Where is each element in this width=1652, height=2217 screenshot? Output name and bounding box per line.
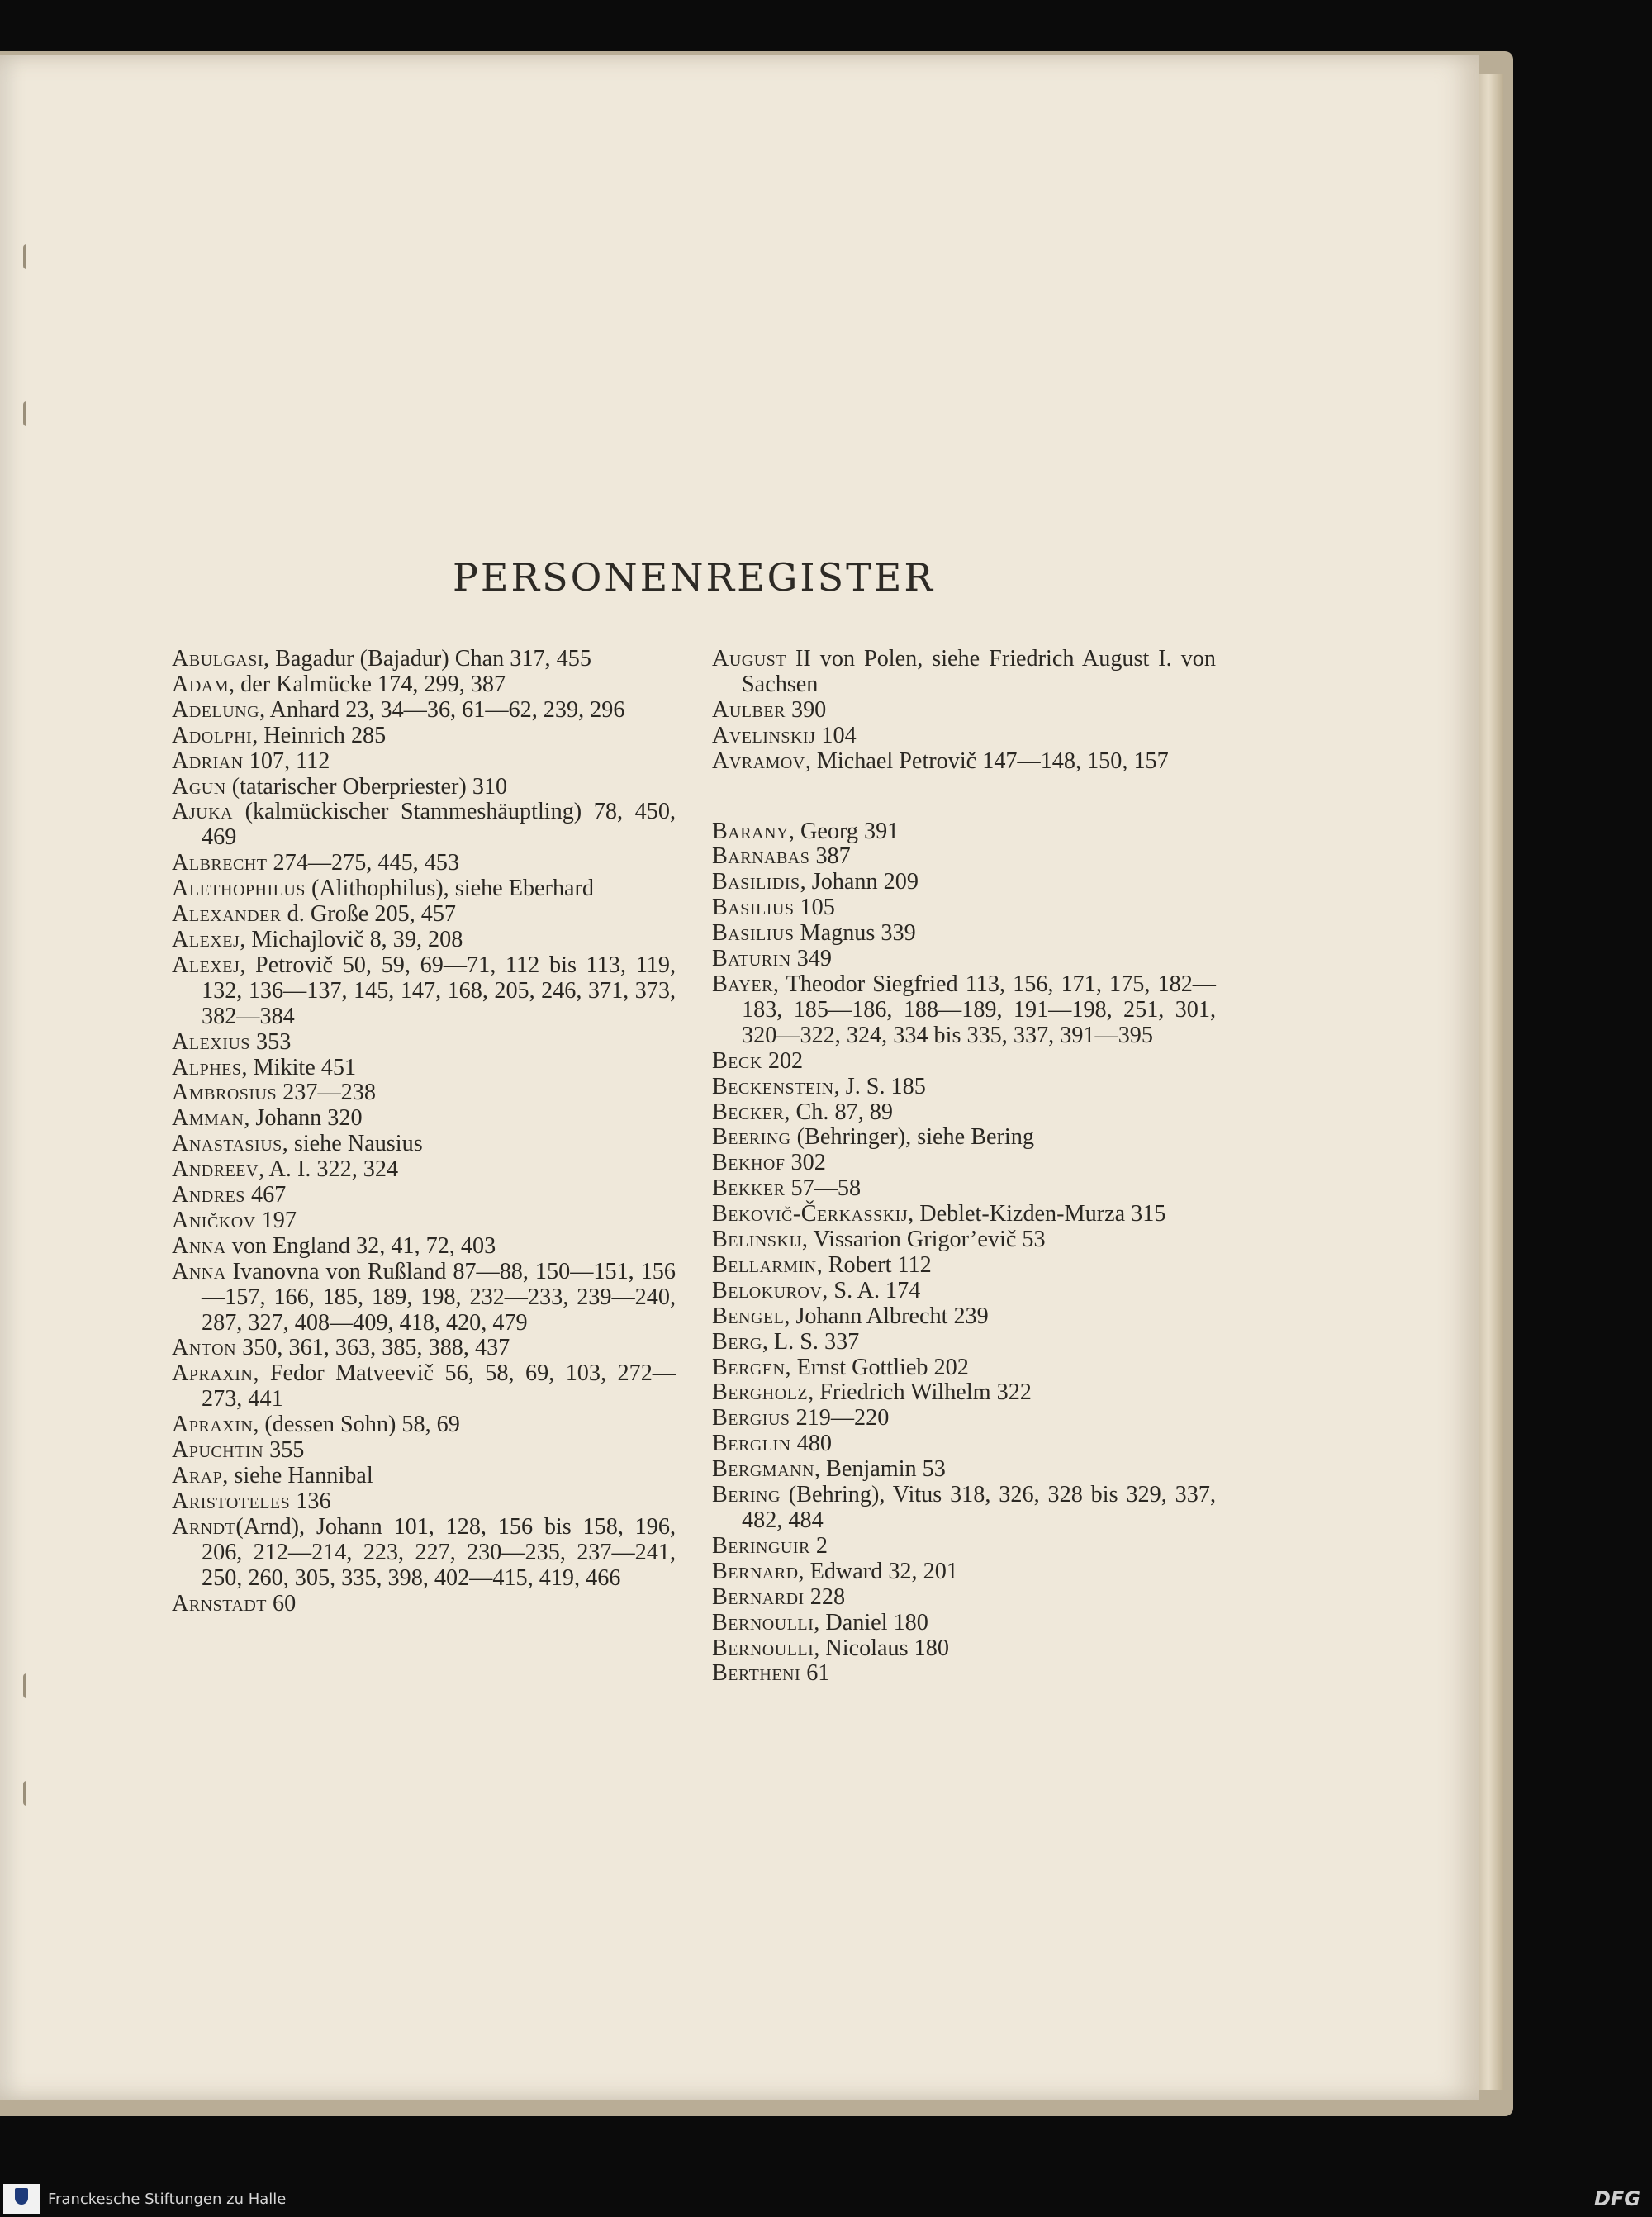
entry-references: 228 [804,1583,846,1610]
group-separator [712,775,1216,819]
index-entry [172,902,676,928]
entry-name: Alexej [172,952,240,978]
entry-references: , S. A. 174 [822,1277,921,1303]
entry-name: Belinskij [712,1227,802,1253]
entry-references: , Heinrich 285 [252,722,387,748]
institution-logo-icon [3,2184,40,2214]
entry-name: Becker [712,1099,785,1125]
index-entry [172,1412,676,1438]
entry-name: Beering [712,1124,791,1151]
entry-name: Andreev [172,1156,259,1183]
entry-references: 197 [255,1207,297,1233]
index-entry [712,1636,1216,1662]
index-entry [712,1176,1216,1202]
index-entry [172,698,676,724]
entry-references: 349 [790,946,832,972]
index-entry [712,1151,1216,1176]
entry-references: , Friedrich Wilhelm 322 [808,1379,1032,1406]
entry-references: , Michael Petrovič 147—148, 150, 157 [805,748,1169,774]
index-entry [712,1431,1216,1457]
entry-references: , der Kalmücke 174, 299, 387 [229,671,506,697]
entry-name: Basilius [712,920,795,947]
binding-stitch [23,1781,32,1806]
index-entry [712,895,1216,921]
index-entry [172,1336,676,1361]
entry-name: Bernoulli [712,1609,814,1635]
index-entry [712,921,1216,947]
binding-stitch [23,401,32,426]
index-entry [172,1208,676,1234]
entry-name: Aničkov [172,1207,256,1233]
index-entry [712,1457,1216,1483]
index-entry [712,972,1216,1049]
entry-name: Baturin [712,946,791,972]
entry-name: Aristoteles [172,1488,291,1514]
entry-references: 105 [794,895,835,921]
entry-name: Ambrosius [172,1080,278,1106]
index-entry [172,800,676,851]
entry-references: 302 [785,1150,826,1176]
entry-name: Abulgasi [172,646,264,672]
entry-name: Basilidis [712,869,800,895]
entry-references: , Daniel 180 [814,1609,928,1635]
entry-references: , Edward 32, 201 [798,1558,958,1584]
index-entry [712,1075,1216,1100]
entry-name: Amman [172,1105,244,1132]
index-entry [172,1080,676,1106]
index-entry [172,1183,676,1208]
entry-name: Berglin [712,1431,791,1457]
dfg-logo: DFG [1593,2187,1640,2210]
entry-references: 57—58 [785,1175,862,1202]
index-column-right [712,647,1216,1687]
index-entry [172,1106,676,1132]
entry-name: Bergen [712,1354,786,1380]
index-entry [172,1592,676,1617]
entry-name: Basilius [712,895,795,921]
entry-references: 480 [790,1431,832,1457]
index-entry [712,1355,1216,1381]
entry-references: 202 [762,1047,804,1074]
entry-references: , Johann Albrecht 239 [784,1303,989,1329]
binding-stitch [23,244,32,269]
index-entry [172,724,676,749]
entry-name: Beck [712,1047,762,1074]
index-entry [712,1661,1216,1687]
entry-references: (tatarischer Oberpriester) 310 [225,773,508,800]
index-group-b [712,819,1216,1688]
entry-references: , Petrovič 50, 59, 69—71, 112 bis 113, 119, 132, 136—137, 145, 147, 168, 205, 246, 371, 373, 382—384 [202,952,676,1029]
entry-name: Bekhof [712,1150,786,1176]
entry-name: Anna [172,1258,226,1284]
entry-name: Bernardi [712,1583,805,1610]
entry-references: 387 [809,843,851,870]
entry-name: Anna [172,1232,226,1259]
entry-references: , Anhard 23, 34—36, 61—62, 239, 296 [259,696,625,723]
entry-name: Apraxin [172,1412,254,1438]
entry-references: (Behring), Vitus 318, 326, 328 bis 329, 337, 482, 484 [742,1482,1216,1533]
viewer-footer [0,2181,1652,2217]
entry-name: Adelung [172,696,260,723]
entry-name: Barnabas [712,843,810,870]
index-entry [172,647,676,672]
index-entry [172,851,676,876]
index-entry [172,775,676,800]
index-entry [712,819,1216,845]
index-entry [172,1234,676,1260]
entry-references: (kalmückischer Stammeshäuptling) 78, 450, 469 [202,799,676,851]
index-entry [712,1304,1216,1330]
page-fore-edge [1479,74,1503,2090]
index-entry [712,1330,1216,1355]
entry-references: 390 [785,696,827,723]
entry-name: Arnstadt [172,1590,267,1616]
entry-references: (Behringer), siehe Bering [790,1124,1034,1151]
entry-name: Anastasius [172,1131,282,1157]
entry-references: , Georg 391 [788,818,900,844]
entry-name: August [712,646,787,672]
index-entry [172,1515,676,1592]
entry-name: Arap [172,1463,223,1488]
index-entry [172,1361,676,1412]
entry-references: 136 [290,1488,331,1514]
index-entry [712,1202,1216,1227]
entry-references: 467 [244,1182,287,1208]
index-column-left [172,647,676,1616]
entry-references: II von Polen, siehe Friedrich August I. von Sachsen [742,646,1216,697]
entry-references: , Benjamin 53 [814,1456,946,1483]
index-entry [172,1132,676,1157]
entry-references: 219—220 [790,1405,890,1431]
entry-references: 107, 112 [243,748,330,774]
entry-references: , Nicolaus 180 [814,1635,949,1661]
entry-name: Adolphi [172,722,253,748]
entry-name: Alphes [172,1054,242,1080]
entry-name: Bergius [712,1405,790,1431]
entry-references: , L. S. 337 [762,1328,860,1355]
entry-name: Apuchtin [172,1437,264,1464]
index-entry [172,1489,676,1515]
index-entry [712,1534,1216,1559]
index-entry [712,1611,1216,1636]
entry-references: von England 32, 41, 72, 403 [225,1232,496,1259]
index-entry [172,672,676,698]
index-entry [712,724,1216,749]
entry-name: Bayer [712,971,773,997]
entry-references: , Theodor Siegfried 113, 156, 171, 175, 182—183, 185—186, 188—189, 191—198, 251, 301, 320—322, 324, 334 bis 335, 337, 391—395 [742,971,1216,1048]
entry-references: , siehe Hannibal [222,1463,373,1488]
entry-name: Bernard [712,1558,799,1584]
entry-name: Bellarmin [712,1251,817,1278]
entry-name: Barany [712,818,789,844]
entry-references: 104 [815,722,857,748]
entry-name: Andres [172,1182,245,1208]
entry-name: Berg [712,1328,762,1355]
index-entry [712,1279,1216,1304]
index-entry [712,749,1216,775]
index-entry [172,1030,676,1056]
entry-name: Beringuir [712,1532,810,1559]
entry-name: Bernoulli [712,1635,814,1661]
entry-references: Magnus 339 [794,920,916,947]
index-entry [712,1100,1216,1126]
index-entry [172,876,676,902]
entry-name: Bekker [712,1175,786,1202]
entry-references: Ivanovna von Rußland 87—88, 150—151, 156—157, 166, 185, 189, 198, 232—233, 239—240, 287, 327, 408—409, 418, 420, 479 [202,1258,676,1336]
index-group-a [712,647,1216,775]
institution-name: Franckesche Stiftungen zu Halle [48,2191,287,2208]
entry-references: , Mikite 451 [241,1054,357,1080]
index-entry [712,647,1216,698]
entry-references: (Alithophilus), siehe Eberhard [305,876,595,902]
entry-references: 60 [266,1590,297,1616]
index-entry [712,1483,1216,1534]
entry-name: Apraxin [172,1360,254,1387]
index-entry [712,698,1216,724]
entry-name: Avramov [712,748,805,774]
index-entry [712,1227,1216,1253]
entry-name: Bering [712,1482,781,1508]
entry-references: , (dessen Sohn) 58, 69 [253,1412,460,1438]
entry-references: 355 [263,1437,305,1464]
entry-name: Albrecht [172,850,268,876]
entry-name: Bekovič-Čerkasskij [712,1201,909,1227]
index-entry [172,1438,676,1464]
index-entry [712,1049,1216,1075]
entry-references: , A. I. 322, 324 [258,1156,399,1183]
index-entry [712,1125,1216,1151]
entry-references: 2 [809,1532,828,1559]
entry-references: , Deblet-Kizden-Murza 315 [908,1201,1166,1227]
index-entry [712,1380,1216,1406]
entry-references: , Johann 320 [244,1105,363,1132]
entry-name: Bergmann [712,1456,814,1483]
entry-references: , Vissarion Grigor’evič 53 [801,1227,1046,1253]
entry-references: , Bagadur (Bajadur) Chan 317, 455 [263,646,591,672]
entry-references: d. Große 205, 457 [281,901,457,928]
entry-name: Alexius [172,1028,250,1055]
entry-name: Alethophilus [172,876,306,902]
entry-references: 274—275, 445, 453 [267,850,460,876]
entry-name: Avelinskij [712,722,816,748]
entry-name: Bertheni [712,1660,801,1687]
entry-name: Bengel [712,1303,785,1329]
index-entry [172,1464,676,1489]
index-entry [712,947,1216,972]
entry-references: , Robert 112 [816,1251,932,1278]
index-entry [712,844,1216,870]
entry-references: , siehe Nausius [282,1131,423,1157]
entry-name: Ajuka [172,799,233,825]
entry-references: (Arnd), Johann 101, 128, 156 bis 158, 196, 206, 212—214, 223, 227, 230—235, 237—241, 250, 260, 305, 335, 398, 402—415, 419, 466 [202,1513,676,1591]
entry-name: Alexej [172,926,240,952]
index-entry [172,1260,676,1336]
index-entry [712,1559,1216,1585]
index-entry [712,1585,1216,1611]
entry-references: 350, 361, 363, 385, 388, 437 [236,1335,510,1361]
binding-stitch [23,1673,32,1698]
index-entry [172,953,676,1030]
entry-references: , Fedor Matveevič 56, 58, 69, 103, 272—273, 441 [202,1360,676,1412]
entry-name: Aulber [712,696,786,723]
entry-name: Belokurov [712,1277,823,1303]
entry-name: Bergholz [712,1379,809,1406]
entry-name: Anton [172,1335,237,1361]
entry-name: Beckenstein [712,1073,834,1099]
entry-name: Adrian [172,748,244,774]
entry-name: Agun [172,773,226,800]
entry-references: , J. S. 185 [833,1073,926,1099]
index-entry [172,749,676,775]
entry-references: , Ernst Gottlieb 202 [785,1354,969,1380]
entry-references: , Michajlovič 8, 39, 208 [240,926,463,952]
entry-name: Arndt [172,1513,236,1540]
index-entry [712,1253,1216,1279]
entry-references: , Ch. 87, 89 [784,1099,893,1125]
index-entry [712,870,1216,895]
index-entry [172,1056,676,1081]
entry-references: 353 [249,1028,292,1055]
crest-icon [15,2188,28,2205]
entry-references: 61 [800,1660,830,1687]
index-entry [172,928,676,953]
entry-references: 237—238 [277,1080,376,1106]
page-title: PERSONENREGISTER [452,555,935,600]
entry-references: , Johann 209 [800,869,919,895]
entry-name: Adam [172,671,230,697]
index-entry [712,1406,1216,1431]
entry-name: Alexander [172,901,282,928]
index-entry [172,1157,676,1183]
